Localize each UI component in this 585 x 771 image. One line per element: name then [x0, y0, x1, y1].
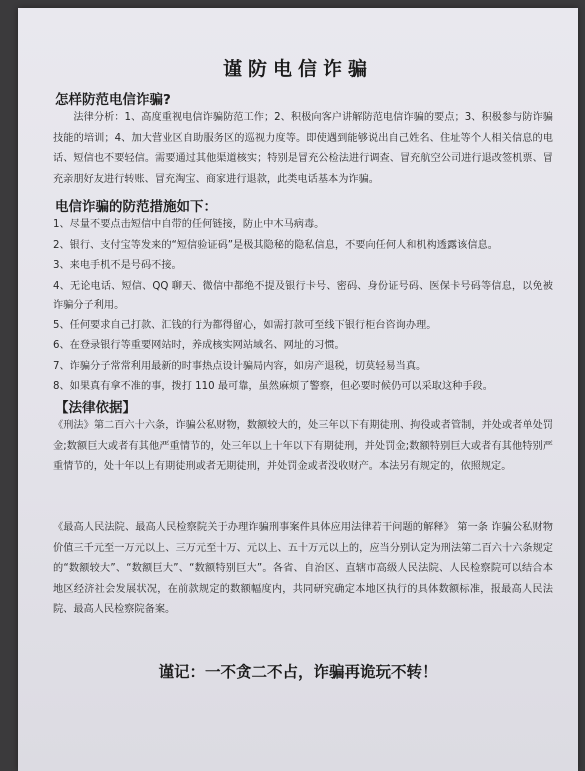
measure-item: 2、银行、支付宝等发来的“短信验证码”是极其隐秘的隐私信息，不要向任何人和机构透露该信息。: [53, 239, 498, 251]
paper-sheet: [18, 8, 578, 771]
document-title: 谨防电信诈骗: [222, 58, 373, 80]
measure-item: 1、尽量不要点击短信中自带的任何链接，防止中木马病毒。: [53, 219, 325, 230]
judicial-interpretation-paragraph: 《最高人民法院、最高人民检察院关于办理诈骗刑事案件具体应用法律若干问题的解释》 第一条 诈骗公私财物价值三千元至一万元以上、三万元至十万、元以上、五十万元以上的，应当分别认定为刑法第二百六十六条规定的“数额较大”、“数额巨大”、“数额特别巨大”。各省、自治区、直辖市高级人民法院、人民检察院可以结合本地区经济社会发展状况，在前款规定的数额幅度内，共同研究确定本地区执行的具体数额标准，报最高人民法院、最高人民检察院备案。: [53, 522, 553, 615]
measure-item: 3、来电手机不是号码不接。: [53, 260, 182, 271]
measure-item: 7、诈骗分子常常利用最新的时事热点设计骗局内容，如房产退税，切莫轻易当真。: [53, 360, 427, 372]
section-heading-measures: 电信诈骗的防范措施如下：: [55, 199, 217, 215]
criminal-law-paragraph: 《刑法》第二百六十六条，诈骗公私财物，数额较大的，处三年以下有期徒刑、拘役或者管制，并处或者单处罚金;数额巨大或者有其他严重情节的，处三年以上十年以下有期徒刑，并处罚金;数额特别巨大或者有其他特别严重情节的，处十年以上有期徒刑或者无期徒刑，并处罚金或者没收财产。本法另有规定的，依照规定。: [53, 420, 553, 472]
measure-item: 6、在登录银行等重要网站时，养成核实网站域名、网址的习惯。: [53, 340, 345, 352]
section-heading-legal-basis: 【法律依据】: [55, 400, 136, 416]
section-heading-how-to-prevent: 怎样防范电信诈骗?: [55, 92, 171, 108]
measures-list: [53, 215, 553, 398]
measure-item: 5、任何要求自己打款、汇钱的行为都得留心，如需打款可至线下银行柜台咨询办理。: [53, 319, 437, 331]
closing-slogan: 谨记：一不贪二不占，诈骗再诡玩不转！: [158, 663, 438, 681]
legal-analysis-paragraph: 法律分析：1、高度重视电信诈骗防范工作；2、积极向客户讲解防范电信诈骗的要点；3、积极参与防诈骗技能的培训；4、加大营业区自助服务区的巡视力度等。即使遇到能够说出自己姓名、住址等个人相关信息的电话、短信也不要轻信。需要通过其他渠道核实；特别是冒充公检法进行调查、冒充航空公司进行退改签机票、冒充亲朋好友进行转账、冒充淘宝、商家进行退款，此类电话基本为诈骗。: [53, 112, 553, 185]
measure-item: 8、如果真有拿不准的事，拨打 110 最可靠，虽然麻烦了警察，但必要时候仍可以采取这种手段。: [53, 381, 493, 393]
measure-item: 4、无论电话、短信、QQ 聊天、微信中都绝不提及银行卡号、密码、身份证号码、医保卡号码等信息，以免被诈骗分子利用。: [53, 280, 553, 312]
